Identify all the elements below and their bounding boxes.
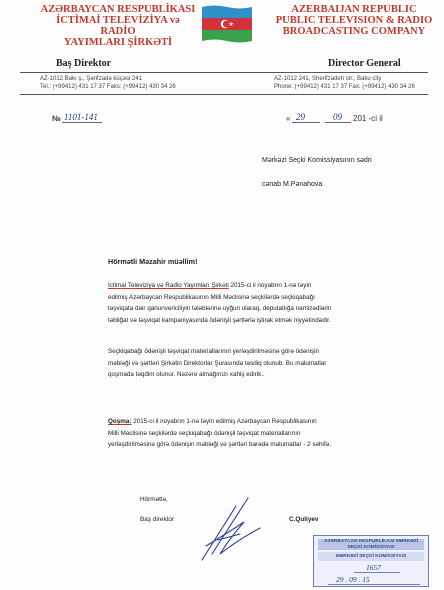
paragraph-2-line-3: qoşmada təqdim olunur. Nəzərə almağınızı xahiş edirik.. xyxy=(108,371,265,378)
address-right xyxy=(274,75,434,91)
letterhead-right xyxy=(268,4,440,37)
letterhead-right-line2: PUBLIC TELEVISION & RADIO xyxy=(275,15,433,26)
date-quote: « xyxy=(286,114,291,123)
letterhead-left-line1: AZƏRBAYCAN RESPUBLİKASI xyxy=(40,4,196,15)
letterhead-left-line3: YAYIMLARI ŞİRKƏTİ xyxy=(63,37,173,48)
paragraph-1-line-3: təşviqata dair qanunvericiliyin tələblərinə uyğun olaraq, deputatlığa namizədlərin xyxy=(108,305,332,312)
letterhead-right-line1: AZERBAIJAN REPUBLIC xyxy=(291,4,417,15)
address-left-line1: AZ-1012 Bakı ş., Şərifzadə küçəsi 241 xyxy=(40,76,143,82)
date-day-line xyxy=(292,122,320,123)
paragraph-2-line-1: Seçkiqabağı ödənişli təşviqat materiallarının yerləşdirilməsinə görə ödənişin xyxy=(108,348,320,355)
date-day: 29 xyxy=(296,112,305,122)
stamp-row: MƏRKƏZİ SEÇKİ KOMİSSİYASI xyxy=(318,552,424,561)
address-left-line2: Tel.: (+99412) 431 17 37 Faks: (+99412) 430 34 26 xyxy=(40,84,176,90)
header-rule-top xyxy=(20,72,428,73)
stamp-date: 29 . 09 . 15 xyxy=(336,575,370,584)
address-right-line2: Phone: (+99412) 431 17 37 Fax: (+99412) 430 34 26 xyxy=(274,84,415,90)
role-left: Baş Direktor xyxy=(56,58,112,69)
registration-stamp xyxy=(313,535,429,587)
paragraph-1-line-4: təbliğat və təşviqat kampaniyasında ödənişli şərtlərlə iştirak etmək niyyətindədir. xyxy=(108,316,331,324)
date-year xyxy=(353,114,383,123)
attachment-label: Qoşma: xyxy=(108,418,132,425)
header-rule-bottom xyxy=(20,94,428,95)
address-left xyxy=(40,75,240,91)
reference-number-line xyxy=(62,122,102,123)
date-year-prefix: 201 xyxy=(353,114,369,123)
date-month: 09 xyxy=(333,112,342,122)
reference-number: 1101-141 xyxy=(64,112,98,122)
paragraph-2 xyxy=(108,346,418,381)
signature-icon xyxy=(196,494,266,564)
paragraph-1-line-2: edilmiş Azərbaycan Respublikasının Milli Məclisinə seçkilərdə seçkiqabağı xyxy=(108,293,315,301)
letterhead-right-line3: BROADCASTING COMPANY xyxy=(282,26,426,37)
letterhead-left-line2: İCTİMAİ TELEVİZİYA və RADİO xyxy=(56,15,180,37)
paragraph-1-line-1 xyxy=(108,280,418,292)
recipient-line2: cənab M.Pənahova xyxy=(262,181,323,188)
closing-regards: Hörmətlə, xyxy=(140,496,168,503)
role-right: Director General xyxy=(328,58,401,69)
stamp-header: AZƏRBAYCAN RESPUBLİKASI MƏRKƏZİ SEÇKİ KOMİSSİYASI xyxy=(318,539,424,550)
date-month-line xyxy=(325,122,351,123)
paragraph-1 xyxy=(108,280,418,326)
closing-name: C.Quliyev xyxy=(289,516,319,523)
paragraph-1-line-1-rest: 2015-ci il noyabrın 1-nə təyin xyxy=(228,282,312,289)
paragraph-2-line-2: məbləği və şərtləri Şirkətin Direktorlar Şurasında təsdiq olunub. Bu malumatlar xyxy=(108,359,327,367)
attachment-note xyxy=(108,416,418,451)
recipient-line1: Mərkəzi Seçki Komissiyasının sədri xyxy=(262,157,372,164)
salutation: Hörmətli Məzahir müəllim! xyxy=(108,257,198,266)
closing-title: Baş direktor xyxy=(140,516,175,523)
address-right-line1: AZ-1012 241, Sherifzadeh str., Baku city xyxy=(274,76,382,82)
attachment-note-line-3: yerləşdirilməsinə görə ödənişin məbləği və şərtləri barədə malumatlar - 2 səhifə. xyxy=(108,441,331,448)
company-name: İctimai Televiziya və Radio Yayımları Şirkəti xyxy=(108,282,229,289)
letterhead-left xyxy=(38,4,198,48)
stamp-date-line xyxy=(328,584,420,585)
stamp-number: 1657 xyxy=(366,563,381,572)
attachment-note-line-2: Milli Məclisinə seçkilərdə seçkiqabağı ödənişli təşviqat materiallarının xyxy=(108,429,301,437)
attachment-note-line-1-rest: 2015-ci il noyabrın 1-nə təyin edilmiş Azərbaycan Respublikasının xyxy=(131,418,317,425)
azerbaijan-flag-icon xyxy=(200,4,254,44)
reference-number-label: № xyxy=(52,114,61,123)
stamp-number-line xyxy=(354,572,400,573)
attachment-note-line-1 xyxy=(108,416,418,428)
date-tail: -ci il xyxy=(368,114,383,123)
